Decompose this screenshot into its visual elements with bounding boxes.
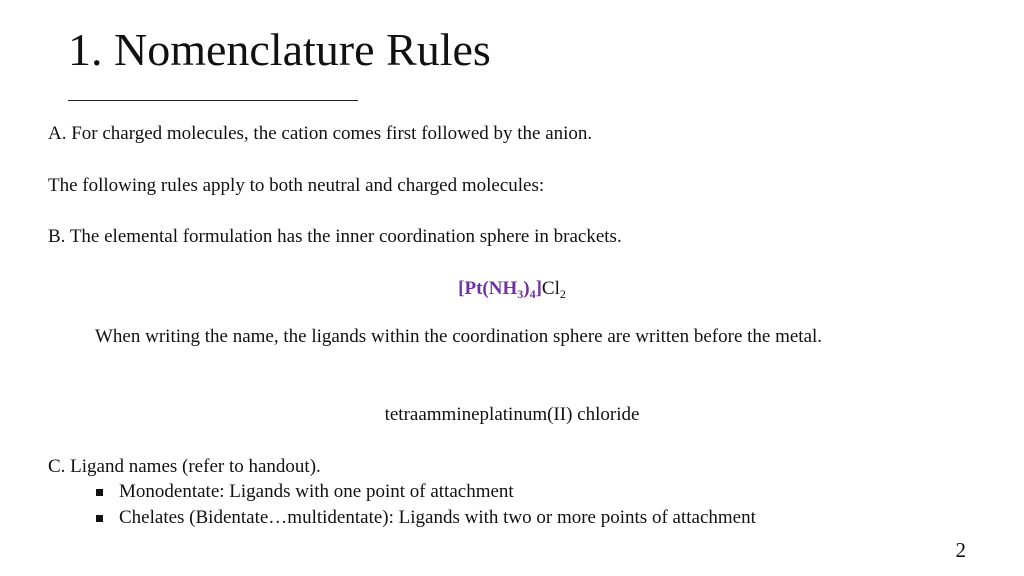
rule-c-text: C. Ligand names (refer to handout). xyxy=(48,456,321,477)
page-number: 2 xyxy=(955,538,966,562)
title-underline xyxy=(68,100,358,101)
list-item-text: Chelates (Bidentate…multidentate): Ligands with two or more points of attachment xyxy=(119,507,756,528)
formula-subscript-4: 4 xyxy=(529,287,536,301)
rule-b-text: B. The elemental formulation has the inner coordination sphere in brackets. xyxy=(48,226,622,247)
formula-bracket-open: [Pt(NH xyxy=(458,278,518,299)
coordination-formula xyxy=(0,276,1024,302)
slide-title: 1. Nomenclature Rules xyxy=(68,24,491,75)
square-bullet-icon xyxy=(96,515,103,522)
formula-paren-close: ) xyxy=(523,278,530,299)
intro-rule-text: The following rules apply to both neutral and charged molecules: xyxy=(48,175,545,196)
ligand-note-text: When writing the name, the ligands within the coordination sphere are written before the metal. xyxy=(95,326,823,347)
list-item-text: Monodentate: Ligands with one point of attachment xyxy=(119,481,514,502)
inner-sphere-formula xyxy=(458,278,542,299)
example-name-text: tetraammineplatinum(II) chloride xyxy=(384,404,640,425)
list-item xyxy=(96,505,756,531)
rule-a-text: A. For charged molecules, the cation comes first followed by the anion. xyxy=(48,123,593,144)
list-item xyxy=(96,479,756,505)
formula-subscript-2: 2 xyxy=(559,287,566,301)
formula-counter-ion: Cl xyxy=(541,278,560,299)
formula-bracket-close: ] xyxy=(535,278,542,299)
square-bullet-icon xyxy=(96,489,103,496)
formula-subscript-3: 3 xyxy=(517,287,524,301)
ligand-type-list xyxy=(96,479,756,531)
